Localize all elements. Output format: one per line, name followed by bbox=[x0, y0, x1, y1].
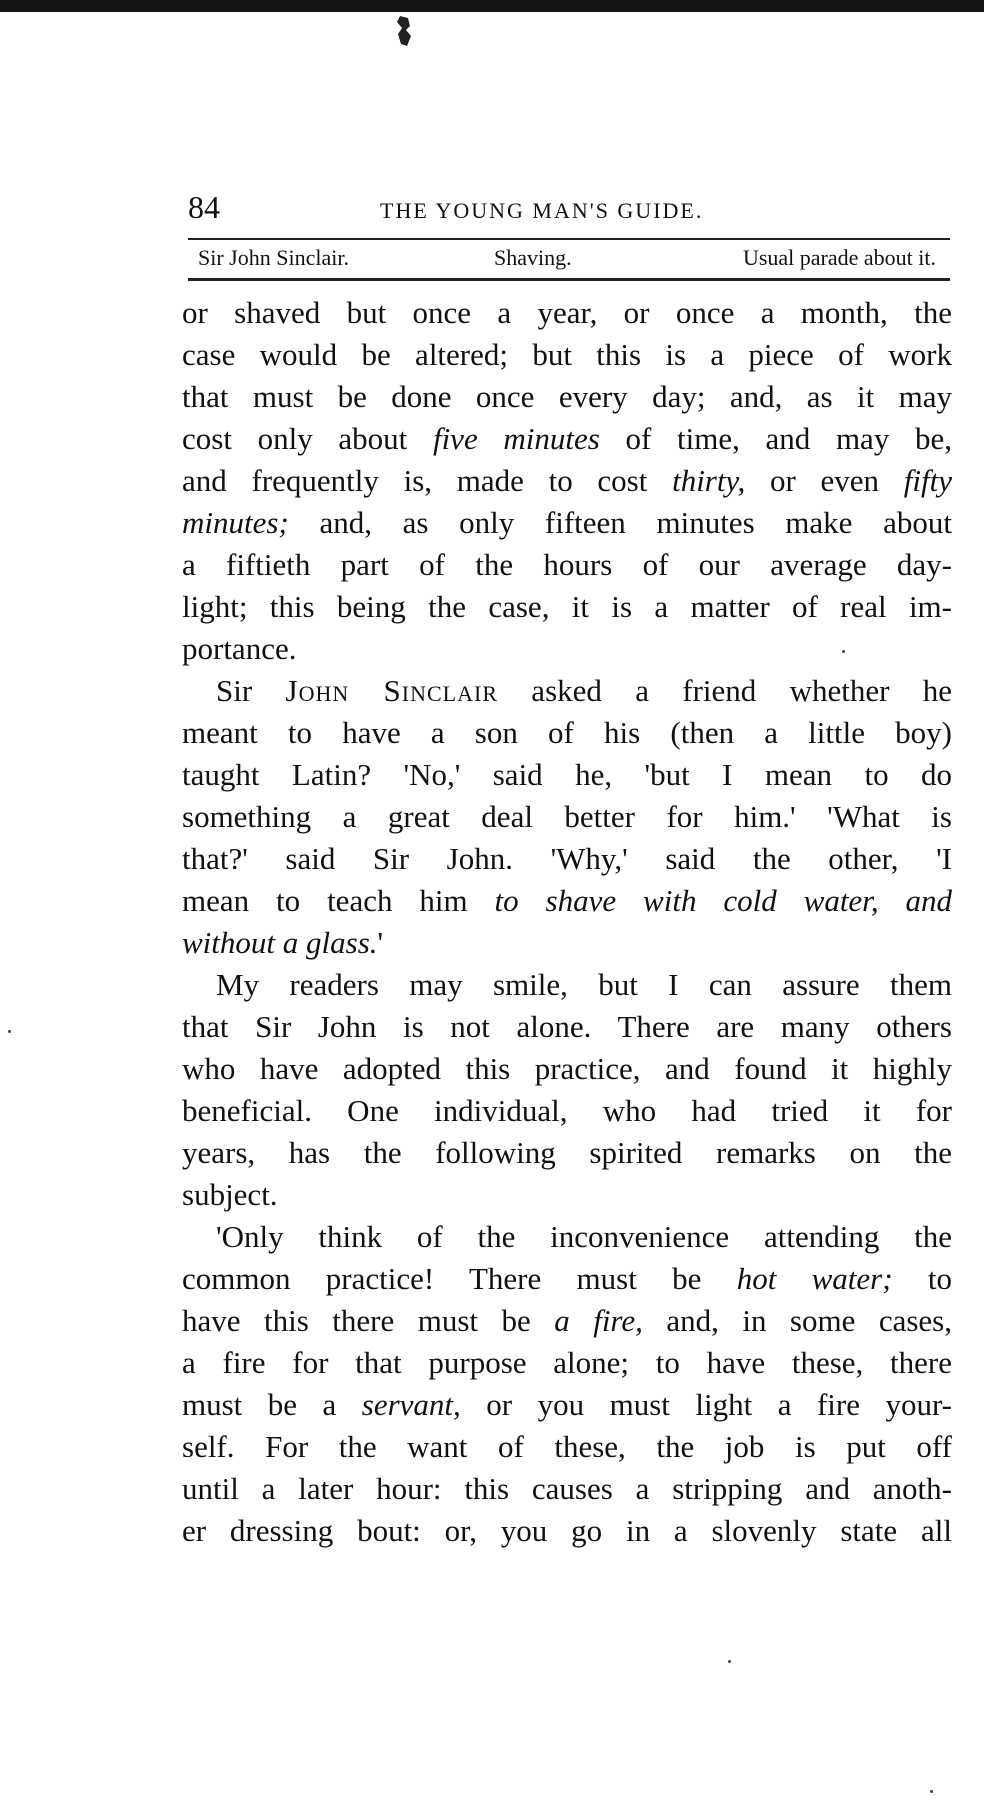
text-run: common practice! There must be bbox=[182, 1261, 737, 1296]
italic-run: fifty bbox=[903, 463, 952, 498]
italic-run: servant, bbox=[361, 1387, 461, 1422]
text-run: mean to teach him bbox=[182, 883, 495, 918]
text-line bbox=[182, 922, 952, 964]
text-run: asked a friend whether he bbox=[498, 673, 953, 708]
text-run: to bbox=[892, 1261, 952, 1296]
paragraph-4 bbox=[182, 1216, 952, 1552]
text-run: Sir bbox=[216, 673, 286, 708]
text-line: that Sir John is not alone. There are many others bbox=[182, 1009, 952, 1044]
paper-speck bbox=[930, 1790, 933, 1793]
subhead-usual-parade: Usual parade about it. bbox=[742, 245, 936, 270]
text-line bbox=[182, 880, 952, 922]
text-line: meant to have a son of his (then a little boy) bbox=[182, 715, 952, 750]
text-line bbox=[182, 1300, 952, 1342]
text-line: or shaved but once a year, or once a month, the bbox=[182, 295, 952, 330]
text-line bbox=[182, 1258, 952, 1300]
text-line: a fiftieth part of the hours of our average day- bbox=[182, 547, 952, 582]
text-line: until a later hour: this causes a stripping and anoth- bbox=[182, 1471, 952, 1506]
text-line: My readers may smile, but I can assure them bbox=[216, 967, 952, 1002]
text-line: portance. bbox=[182, 631, 297, 666]
text-line: er dressing bout: or, you go in a slovenly state all bbox=[182, 1513, 952, 1548]
text-run: ' bbox=[377, 925, 384, 960]
page-header bbox=[188, 184, 948, 230]
text-line bbox=[182, 502, 952, 544]
subhead-sir-john-sinclair: Sir John Sinclair. bbox=[198, 245, 349, 270]
body-text bbox=[182, 292, 952, 1552]
top-edge-rule bbox=[0, 0, 984, 12]
text-run: of time, and may be, bbox=[599, 421, 953, 456]
italic-run: without a glass. bbox=[182, 925, 378, 960]
paper-speck bbox=[842, 650, 845, 653]
text-line bbox=[182, 754, 952, 796]
page-number: 84 bbox=[188, 189, 220, 225]
text-line bbox=[182, 670, 952, 712]
text-run: must be a bbox=[182, 1387, 362, 1422]
text-run: and frequently is, made to cost bbox=[182, 463, 673, 498]
text-line bbox=[182, 460, 952, 502]
paragraph-1 bbox=[182, 292, 952, 670]
text-line: that?' said Sir John. 'Why,' said the other, 'I bbox=[182, 841, 952, 876]
text-line: who have adopted this practice, and found it highly bbox=[182, 1051, 952, 1086]
ink-blot-mark bbox=[394, 14, 414, 48]
italic-run: to shave with cold water, and bbox=[494, 883, 952, 918]
text-line: self. For the want of these, the job is put off bbox=[182, 1429, 952, 1464]
text-run: and, as only fifteen minutes make about bbox=[288, 505, 952, 540]
text-run: taught Latin? bbox=[182, 757, 404, 792]
subhead-shaving: Shaving. bbox=[494, 245, 572, 270]
text-line: 'Only think of the inconvenience attending the bbox=[216, 1219, 952, 1254]
paper-speck bbox=[728, 1660, 731, 1663]
italic-run: a fire, bbox=[554, 1303, 643, 1338]
text-run: have this there must be bbox=[182, 1303, 555, 1338]
text-line: that must be done once every day; and, as it may bbox=[182, 379, 952, 414]
text-line bbox=[182, 1384, 952, 1426]
text-line: years, has the following spirited remarks on the bbox=[182, 1135, 952, 1170]
italic-run: five minutes bbox=[432, 421, 600, 456]
text-line: light; this being the case, it is a matter of real im- bbox=[182, 589, 952, 624]
text-run: cost only about bbox=[182, 421, 433, 456]
text-run: and, in some cases, bbox=[642, 1303, 952, 1338]
text-run: or you must light a fire your- bbox=[460, 1387, 952, 1422]
paper-speck bbox=[8, 1030, 11, 1033]
text-line: something a great deal better for him.' 'What is bbox=[182, 799, 952, 834]
text-line: beneficial. One individual, who had tried it for bbox=[182, 1093, 952, 1128]
text-line: subject. bbox=[182, 1177, 278, 1212]
italic-run: minutes; bbox=[182, 505, 289, 540]
text-run: or even bbox=[745, 463, 904, 498]
small-caps-name: John Sinclair bbox=[285, 673, 498, 708]
text-run: 'No,' said he, 'but I mean to do bbox=[403, 757, 952, 792]
text-line: a fire for that purpose alone; to have these, there bbox=[182, 1345, 952, 1380]
paragraph-3 bbox=[182, 964, 952, 1216]
italic-run: hot water; bbox=[736, 1261, 893, 1296]
running-title: THE YOUNG MAN'S GUIDE. bbox=[380, 198, 704, 223]
paragraph-2 bbox=[182, 670, 952, 964]
text-line: case would be altered; but this is a piece of work bbox=[182, 337, 952, 372]
text-line bbox=[182, 418, 952, 460]
italic-run: thirty, bbox=[672, 463, 746, 498]
marginal-subheads bbox=[188, 238, 950, 281]
